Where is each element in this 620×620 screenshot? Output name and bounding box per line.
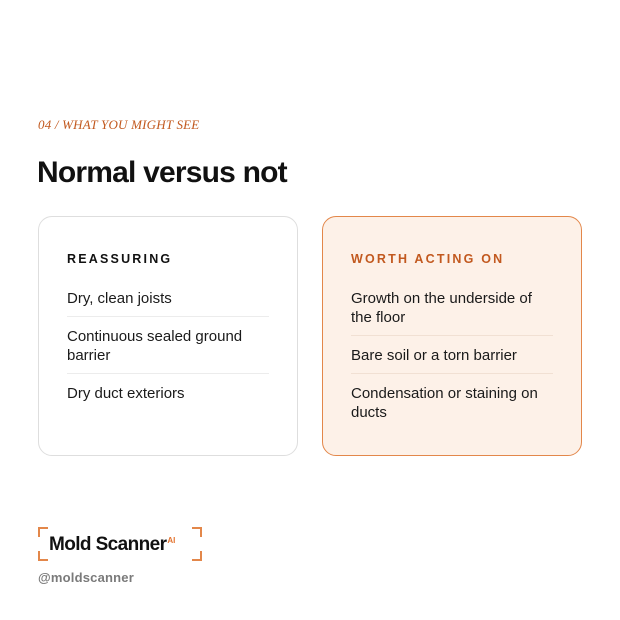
corner-bracket-icon bbox=[192, 527, 202, 537]
corner-bracket-icon bbox=[38, 551, 48, 561]
list-item: Growth on the underside of the floor bbox=[351, 287, 553, 336]
reassuring-heading: REASSURING bbox=[67, 252, 173, 266]
social-handle: @moldscanner bbox=[38, 570, 134, 585]
section-eyebrow: 04 / WHAT YOU MIGHT SEE bbox=[38, 117, 200, 132]
list-item: Condensation or staining on ducts bbox=[351, 385, 538, 421]
list-item: Continuous sealed ground barrier bbox=[67, 325, 269, 374]
reassuring-card bbox=[38, 216, 298, 456]
worth-acting-heading: WORTH ACTING ON bbox=[351, 252, 505, 266]
list-item: Bare soil or a torn barrier bbox=[351, 344, 553, 374]
brand-ai-suffix: AI bbox=[167, 535, 176, 545]
brand-wordmark bbox=[49, 534, 175, 556]
corner-bracket-icon bbox=[192, 551, 202, 561]
list-item: Dry, clean joists bbox=[67, 287, 269, 317]
corner-bracket-icon bbox=[38, 527, 48, 537]
page-title: Normal versus not bbox=[37, 156, 287, 189]
list-item: Dry duct exteriors bbox=[67, 385, 185, 402]
brand-logo bbox=[38, 527, 202, 561]
worth-acting-list bbox=[351, 287, 553, 438]
worth-acting-card bbox=[322, 216, 582, 456]
brand-name: Mold Scanner bbox=[49, 534, 167, 555]
reassuring-list bbox=[67, 287, 269, 419]
